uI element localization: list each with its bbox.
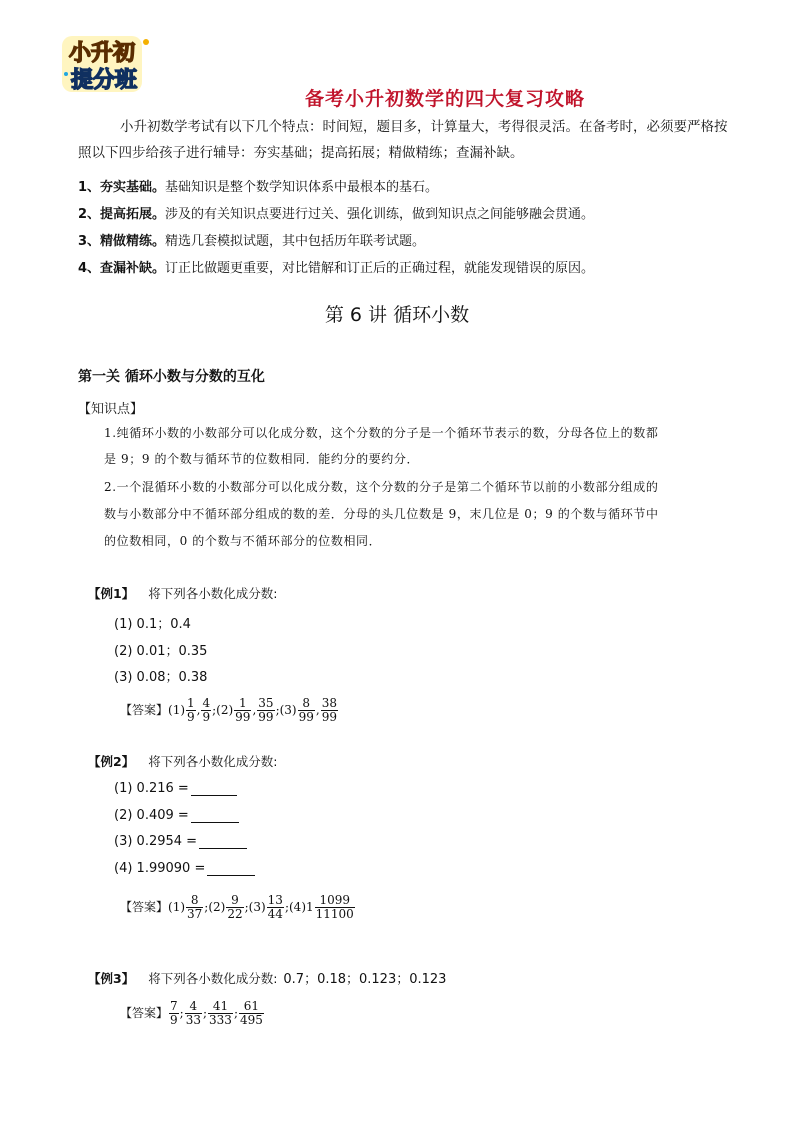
numerator: 8	[298, 697, 315, 711]
example-instruction: 将下列各小数化成分数:	[148, 754, 278, 769]
fraction	[267, 894, 284, 921]
answer-part: ;(3)	[244, 900, 266, 914]
example-label: 【例2】	[88, 754, 135, 769]
answer-part: (1)	[168, 703, 186, 717]
numerator: 41	[208, 1000, 233, 1014]
example-1-item-1: (1) 0.1；0.4	[114, 617, 191, 632]
numerator: 61	[239, 1000, 264, 1014]
point-text: 精选几套模拟试题，其中包括历年联考试题。	[165, 234, 426, 249]
item-text: (1) 0.216 =	[114, 781, 189, 796]
denominator: 22	[227, 907, 243, 921]
example-2-answer	[120, 894, 356, 921]
answer-part: ;(2)	[204, 900, 226, 914]
numerator: 9	[226, 894, 243, 908]
point-label: 2、提高拓展。	[78, 207, 166, 222]
knowledge-line: 数与小数部分中不循环部分组成的数的差．分母的头几位数是 9，末几位是 0；9 的个数与循环节中	[104, 507, 659, 521]
answer-label: 【答案】	[120, 1006, 169, 1020]
fraction	[185, 1000, 202, 1027]
knowledge-line: 是 9；9 的个数与循环节的位数相同．能约分的要约分．	[104, 452, 420, 466]
denominator: 99	[258, 710, 274, 724]
numerator: 4	[185, 1000, 202, 1014]
fraction	[186, 894, 203, 921]
answer-blank[interactable]	[191, 822, 239, 823]
numerator: 7	[170, 999, 178, 1013]
answer-part: (1)	[168, 900, 186, 914]
example-3-answer: 【答案】 $\frac{7}{9}$ ; $\frac{4}{33}$ ; $\frac{41}{333}$ ; $\frac{61}{495}$	[120, 999, 263, 1027]
denominator: 99	[321, 710, 337, 724]
answer-part: ;	[275, 703, 280, 717]
fraction	[298, 697, 315, 724]
denominator: 495	[239, 1013, 263, 1027]
answer-blank[interactable]	[191, 795, 237, 796]
answer-blank[interactable]	[199, 848, 247, 849]
point-2	[78, 203, 594, 222]
fraction	[226, 894, 243, 921]
answer-part: (3)	[279, 703, 297, 717]
numerator: 35	[258, 696, 274, 710]
example-1-item-3: (3) 0.08；0.38	[114, 670, 208, 685]
fraction	[234, 697, 251, 724]
numerator: 13	[267, 893, 283, 907]
denominator: 9	[187, 710, 195, 724]
denominator: 9	[202, 710, 211, 724]
fraction	[239, 1000, 264, 1027]
item-text: (4) 1.99090 =	[114, 861, 206, 876]
point-text: 基础知识是整个数学知识体系中最根本的基石。	[165, 180, 439, 195]
example-2-item-1	[114, 781, 237, 796]
denominator: 99	[298, 710, 314, 724]
example-label: 【例1】	[88, 586, 135, 601]
knowledge-line: 1.纯循环小数的小数部分可以化成分数，这个分数的分子是一个循环节表示的数，分母各位上的数都	[104, 426, 659, 440]
denominator: 37	[187, 907, 203, 921]
denominator: 44	[267, 907, 283, 921]
section-title: 第一关 循环小数与分数的互化	[78, 369, 265, 385]
numerator: 1099	[315, 894, 355, 908]
knowledge-line: 的位数相同，0 的个数与不循环部分的位数相同．	[104, 534, 382, 548]
item-text: (3) 0.2954 =	[114, 834, 198, 849]
example-2-item-4	[114, 861, 255, 876]
example-1-item-2: (2) 0.01；0.35	[114, 644, 208, 659]
logo-text-line2: 提分班	[70, 68, 138, 93]
knowledge-line: 2.一个混循环小数的小数部分可以化成分数，这个分数的分子是第二个循环节以前的小数部分组成的	[104, 480, 659, 494]
example-3-header	[88, 968, 446, 987]
point-1	[78, 176, 438, 195]
denominator: 333	[209, 1013, 232, 1027]
answer-label: 【答案】	[120, 703, 169, 717]
item-text: (2) 0.409 =	[114, 808, 189, 823]
answer-part: (2)	[216, 703, 234, 717]
example-3-items: 0.7；0.18；0.123；0.123	[283, 972, 447, 987]
example-2-item-2	[114, 808, 239, 823]
point-label: 4、查漏补缺。	[78, 261, 166, 276]
point-3	[78, 230, 425, 249]
fraction	[201, 697, 211, 724]
lecture-title: 第 6 讲 循环小数	[324, 304, 470, 326]
main-title: 备考小升初数学的四大复习攻略	[304, 88, 585, 110]
example-2-item-3	[114, 834, 247, 849]
fraction	[321, 697, 338, 724]
fraction	[257, 697, 274, 724]
logo-text-line1: 小升初	[68, 41, 136, 66]
fraction	[169, 1000, 179, 1027]
numerator: 8	[186, 894, 203, 908]
example-instruction: 将下列各小数化成分数:	[148, 586, 278, 601]
intro-paragraph: 小升初数学考试有以下几个特点：时间短，题目多，计算量大，考得很灵活。在备考时，必须要严格按照以下四步给孩子进行辅导：夯实基础；提高拓展；精做精练；查漏补缺。	[78, 119, 728, 161]
fraction	[315, 894, 355, 921]
denominator: 9	[170, 1013, 178, 1027]
example-1-answer: 【答案】(1) $\frac{1}{9}$ , $\frac{4}{9}$ ;(2) $\frac{1}{99}$ , $\frac{35}{99}$ ;(3) $\frac{8}{99}$ , $\frac{38}{99}$	[120, 696, 337, 724]
fraction	[208, 1000, 233, 1027]
example-label: 【例3】	[88, 971, 135, 986]
example-instruction: 将下列各小数化成分数:	[148, 971, 278, 986]
knowledge-label: 【知识点】	[78, 402, 144, 417]
denominator: 11100	[315, 907, 354, 921]
point-4	[78, 257, 594, 276]
point-label: 3、精做精练。	[78, 234, 166, 249]
point-label: 1、夯实基础。	[78, 180, 166, 195]
point-text: 涉及的有关知识点要进行过关、强化训练，做到知识点之间能够融会贯通。	[165, 207, 595, 222]
answer-part: ;	[212, 703, 217, 717]
numerator: 4	[202, 696, 211, 710]
example-1-header	[88, 584, 277, 602]
answer-part: ;(4)1	[284, 900, 314, 914]
denominator: 99	[235, 710, 251, 724]
point-text: 订正比做题更重要，对比错解和订正后的正确过程，就能发现错误的原因。	[165, 261, 595, 276]
numerator: 38	[321, 696, 337, 710]
answer-label: 【答案】	[120, 900, 169, 914]
numerator: 1	[234, 697, 251, 711]
example-2-header	[88, 752, 277, 770]
fraction	[186, 697, 196, 724]
numerator: 1	[187, 696, 195, 710]
answer-blank[interactable]	[207, 875, 255, 876]
denominator: 33	[185, 1013, 201, 1027]
